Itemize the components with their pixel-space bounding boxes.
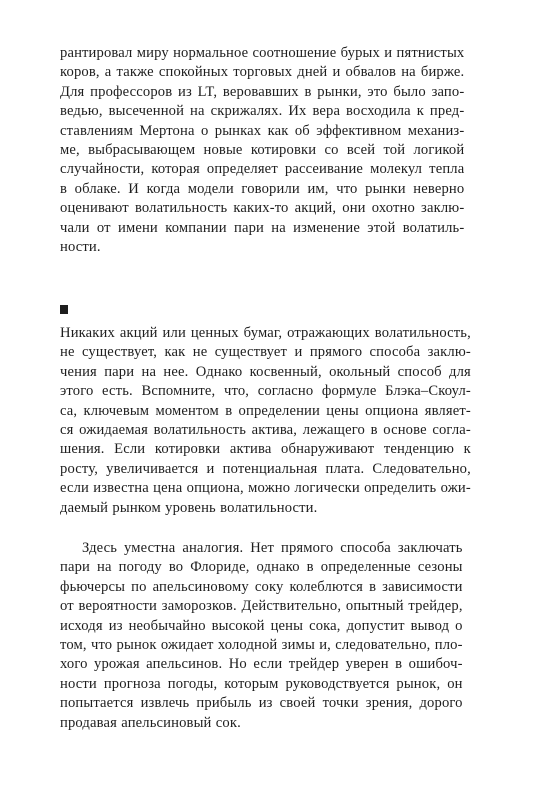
text-line: ся ожидаемая волатильность актива, лежащего в основе согла- xyxy=(60,422,471,439)
text-line: исходя из необычайно высокой цены сока, допустит вывод о xyxy=(60,617,463,634)
text-line: Для профессоров из LT, веровавших в рынки, это было запо- xyxy=(60,83,465,100)
text-line: Здесь уместна аналогия. Нет прямого способа заключать xyxy=(82,540,463,556)
text-line: са, ключевым моментом в определении цены опциона являет- xyxy=(60,402,471,419)
text-line: оценивают волатильность каких-то акций, они охотно заклю- xyxy=(60,200,465,217)
text-line: продавая апельсиновый сок. xyxy=(60,714,241,731)
text-line: от вероятности заморозков. Действительно, опытный трейдер, xyxy=(60,598,463,615)
text-line: Никаких акций или ценных бумаг, отражающих волатильность, xyxy=(60,325,471,341)
text-line: рантировал миру нормальное соотношение бурых и пятнистых xyxy=(60,45,465,61)
paragraph-3 xyxy=(60,539,463,733)
text-line: в облаке. И когда модели говорили им, что рынки неверно xyxy=(60,180,465,197)
text-line: ме, выбрасывающем новые котировки со всей той логикой xyxy=(60,142,465,159)
text-line: чения пари на нее. Однако косвенный, окольный способ для xyxy=(60,363,471,380)
text-line: хого урожая апельсинов. Но если трейдер уверен в ошибоч- xyxy=(60,656,463,673)
text-line: если известна цена опциона, можно логически определить ожи- xyxy=(60,480,471,497)
paragraph-2 xyxy=(60,324,471,518)
text-line: ставлениям Мертона о рынках как об эффективном механиз- xyxy=(60,122,465,139)
text-line: не существует, как не существует и прямого способа заклю- xyxy=(60,344,471,361)
text-line: чали от имени компании пари на изменение этой волатиль- xyxy=(60,219,465,236)
text-line: пари на погоду во Флориде, однако в определенные сезоны xyxy=(60,559,463,576)
text-line: росту, увеличивается и потенциальная плата. Следовательно, xyxy=(60,460,471,477)
paragraph-1 xyxy=(60,44,464,257)
text-line: даемый рынком уровень волатильности. xyxy=(60,499,318,516)
text-line: этого есть. Вспомните, что, согласно формуле Блэка–Скоул- xyxy=(60,383,471,400)
text-line: случайности, которая определяет рассеивание молекул тепла xyxy=(60,161,465,178)
text-line: коров, а также спокойных торговых дней и обвалов на бирже. xyxy=(60,64,465,81)
text-line: ведью, высеченной на скрижалях. Их вера восходила к пред- xyxy=(60,103,465,120)
text-line: попытается извлечь прибыль из своей точки зрения, дорого xyxy=(60,695,463,712)
text-line: ности прогноза погоды, которым руководствуется рынок, он xyxy=(60,675,463,692)
section-break-square-icon xyxy=(60,305,68,314)
text-line: шения. Если котировки актива обнаруживают тенденцию к xyxy=(60,441,471,458)
text-line: том, что рынок ожидает холодной зимы и, следовательно, пло- xyxy=(60,637,463,654)
text-line: фьючерсы по апельсиновому соку колеблются в зависимости xyxy=(60,578,463,595)
text-line: ности. xyxy=(60,239,101,256)
